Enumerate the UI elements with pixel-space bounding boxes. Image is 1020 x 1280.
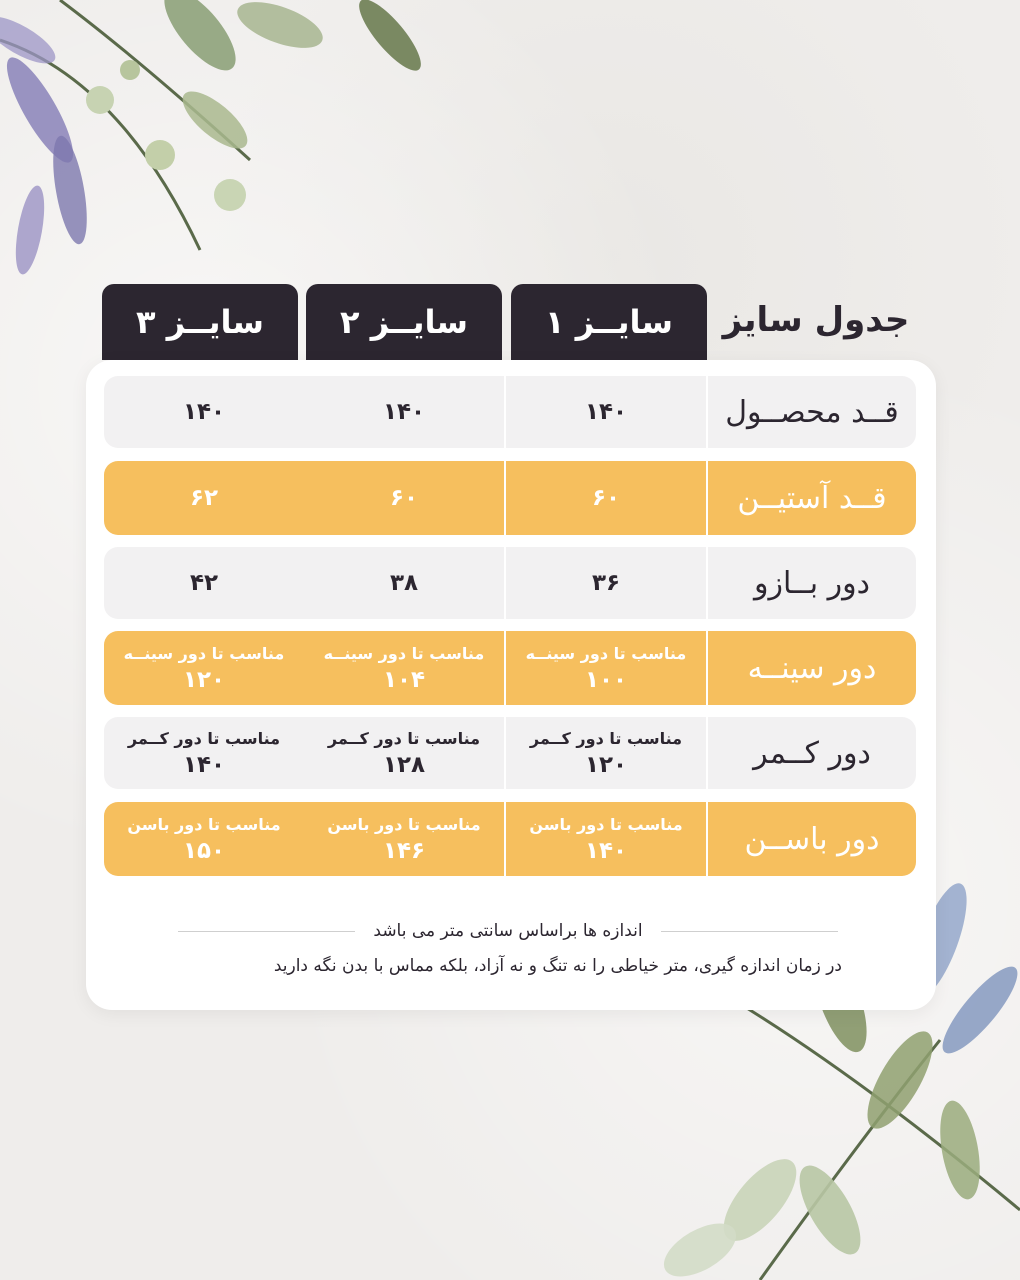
cell-size-3	[104, 717, 304, 789]
cell-size-3	[104, 376, 304, 448]
value: ۱۰۰	[584, 666, 628, 693]
value-note: مناسب تا دور کــمر	[127, 728, 281, 748]
value: ۶۰	[591, 485, 621, 511]
row-label: قــد آستیــن	[737, 480, 887, 516]
value: ۱۲۰	[182, 666, 226, 693]
page-title: جدول سایز	[722, 300, 910, 340]
divider	[661, 931, 838, 932]
cell-size-1	[506, 802, 708, 876]
table-row	[104, 717, 916, 789]
value-note: مناسب تا دور سینــه	[323, 643, 485, 663]
value-note: مناسب تا دور سینــه	[525, 643, 687, 663]
row-label: دور باســن	[744, 821, 880, 857]
cell-size-2	[304, 802, 506, 876]
cell-size-2	[304, 547, 506, 619]
value-note: مناسب تا دور کــمر	[327, 728, 481, 748]
cell-size-2	[304, 461, 506, 535]
table-row	[104, 631, 916, 705]
table-row	[104, 461, 916, 535]
value-note: مناسب تا دور باسن	[327, 814, 481, 834]
value: ۳۸	[389, 570, 419, 596]
cell-size-1	[506, 376, 708, 448]
row-label: دور سینــه	[747, 650, 877, 686]
size-1-header: سایــز ۱	[511, 284, 707, 360]
value: ۶۲	[189, 485, 219, 511]
value: ۱۴۶	[382, 837, 426, 864]
value-note: مناسب تا دور باسن	[529, 814, 683, 834]
table-row	[104, 376, 916, 448]
value-note: مناسب تا دور باسن	[127, 814, 281, 834]
row-label: قــد محصــول	[725, 394, 899, 430]
cell-size-3	[104, 547, 304, 619]
cell-size-2	[304, 631, 506, 705]
cell-size-2	[304, 717, 506, 789]
cell-size-3	[104, 802, 304, 876]
value: ۱۴۰	[182, 751, 226, 778]
value-note: مناسب تا دور کــمر	[529, 728, 683, 748]
floral-leaves-icon	[0, 0, 460, 290]
value: ۴۲	[189, 570, 219, 596]
divider	[178, 931, 355, 932]
table-row	[104, 547, 916, 619]
size-2-header: سایــز ۲	[306, 284, 502, 360]
measurement-note	[178, 918, 838, 944]
value: ۱۵۰	[182, 837, 226, 864]
measurement-instruction: در زمان اندازه گیری، متر خیاطی را نه تنگ و نه آزاد، بلکه مماس با بدن نگه دارید	[273, 956, 842, 976]
cell-size-1	[506, 631, 708, 705]
size-3-header: سایــز ۳	[102, 284, 298, 360]
value: ۳۶	[591, 570, 621, 596]
cell-size-1	[506, 717, 708, 789]
cell-size-3	[104, 631, 304, 705]
cell-size-1	[506, 547, 708, 619]
cell-size-1	[506, 461, 708, 535]
value: ۱۴۰	[584, 837, 628, 864]
row-label: دور بــازو	[754, 565, 870, 601]
value: ۱۴۰	[382, 399, 426, 425]
row-label: دور کــمر	[753, 735, 871, 771]
cell-size-2	[304, 376, 506, 448]
value: ۱۴۰	[584, 399, 628, 425]
cell-size-3	[104, 461, 304, 535]
value: ۶۰	[389, 485, 419, 511]
value: ۱۰۴	[382, 666, 426, 693]
value-note: مناسب تا دور سینــه	[123, 643, 285, 663]
value: ۱۴۰	[182, 399, 226, 425]
table-row	[104, 802, 916, 876]
measurement-unit-note: اندازه ها براساس سانتی متر می باشد	[373, 921, 643, 941]
value: ۱۲۰	[584, 751, 628, 778]
value: ۱۲۸	[382, 751, 426, 778]
